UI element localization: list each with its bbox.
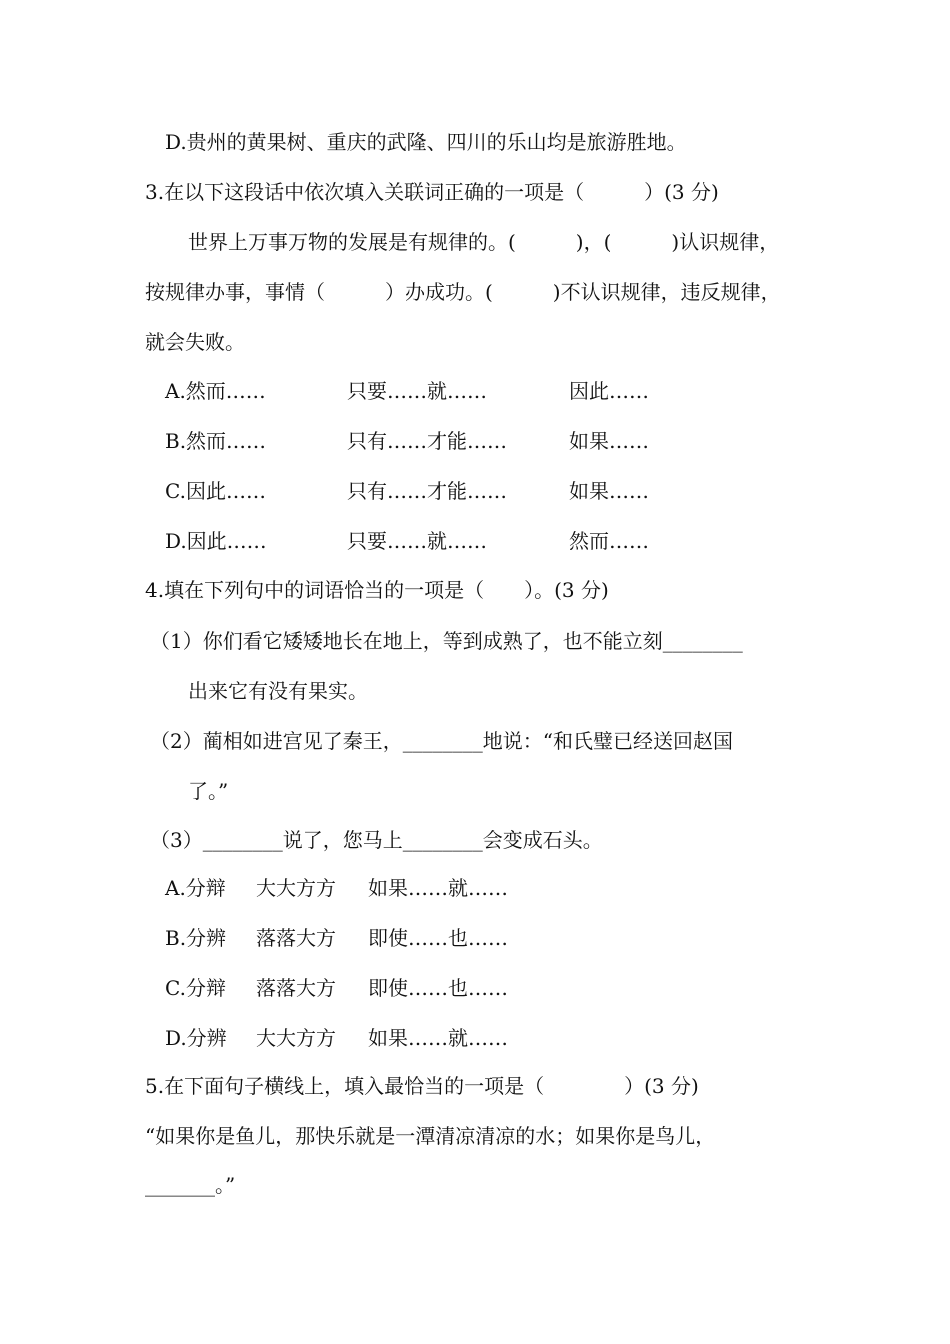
q3-stem: 3.在以下这段话中依次填入关联词正确的一项是（ ）(3 分) <box>145 180 719 204</box>
q4-option-d-col2: 大大方方 <box>256 1026 336 1050</box>
q3-option-b-col3: 如果…… <box>569 429 649 453</box>
q4-sentence-1-cont: 出来它有没有果实。 <box>188 679 368 703</box>
q4-option-c-col3: 即使……也…… <box>368 976 508 1000</box>
q4-option-a-col2: 大大方方 <box>256 876 336 900</box>
q4-sentence-2-cont: 了。” <box>188 779 229 803</box>
q4-option-b-label: B.分辨 <box>165 926 227 950</box>
q5-stem: 5.在下面句子横线上，填入最恰当的一项是（ ）(3 分) <box>145 1074 699 1098</box>
q4-option-b-col2: 落落大方 <box>256 926 336 950</box>
q4-sentence-3: （3）________说了，您马上________会变成石头。 <box>150 828 603 852</box>
q3-option-a-col3: 因此…… <box>569 379 649 403</box>
q4-option-a-label: A.分辩 <box>165 876 226 900</box>
q4-option-b-col3: 即使……也…… <box>368 926 508 950</box>
q3-option-d-col3: 然而…… <box>569 529 649 553</box>
q4-option-c-col2: 落落大方 <box>256 976 336 1000</box>
q4-option-d-label: D.分辨 <box>165 1026 227 1050</box>
q3-passage-line-3: 就会失败。 <box>145 330 245 354</box>
q3-passage-line-2: 按规律办事，事情（ ）办成功。( )不认识规律，违反规律， <box>145 280 781 304</box>
q5-sentence-line-1: “如果你是鱼儿，那快乐就是一潭清凉清凉的水；如果你是鸟儿， <box>145 1124 716 1148</box>
q4-sentence-2: （2）蔺相如进宫见了秦王，________地说：“和氏璧已经送回赵国 <box>150 729 733 753</box>
q3-option-b-label: B.然而…… <box>165 429 267 453</box>
q4-sentence-1: （1）你们看它矮矮地长在地上，等到成熟了，也不能立刻________ <box>150 629 743 653</box>
q2-option-d: D.贵州的黄果树、重庆的武隆、四川的乐山均是旅游胜地。 <box>165 130 687 154</box>
q3-option-c-col2: 只有……才能…… <box>347 479 507 503</box>
q3-option-d-label: D.因此…… <box>165 529 267 553</box>
q3-option-a-label: A.然而…… <box>165 379 266 403</box>
q3-option-d-col2: 只要……就…… <box>347 529 487 553</box>
q3-option-b-col2: 只有……才能…… <box>347 429 507 453</box>
q3-option-c-label: C.因此…… <box>165 479 266 503</box>
q3-option-a-col2: 只要……就…… <box>347 379 487 403</box>
q5-sentence-line-2: _______。” <box>145 1173 236 1197</box>
q4-option-c-label: C.分辩 <box>165 976 226 1000</box>
q4-option-d-col3: 如果……就…… <box>368 1026 508 1050</box>
q4-option-a-col3: 如果……就…… <box>368 876 508 900</box>
q4-stem: 4.填在下列句中的词语恰当的一项是（ ）。(3 分) <box>145 578 609 602</box>
q3-option-c-col3: 如果…… <box>569 479 649 503</box>
q3-passage-line-1: 世界上万事万物的发展是有规律的。( )，( )认识规律， <box>188 230 780 254</box>
